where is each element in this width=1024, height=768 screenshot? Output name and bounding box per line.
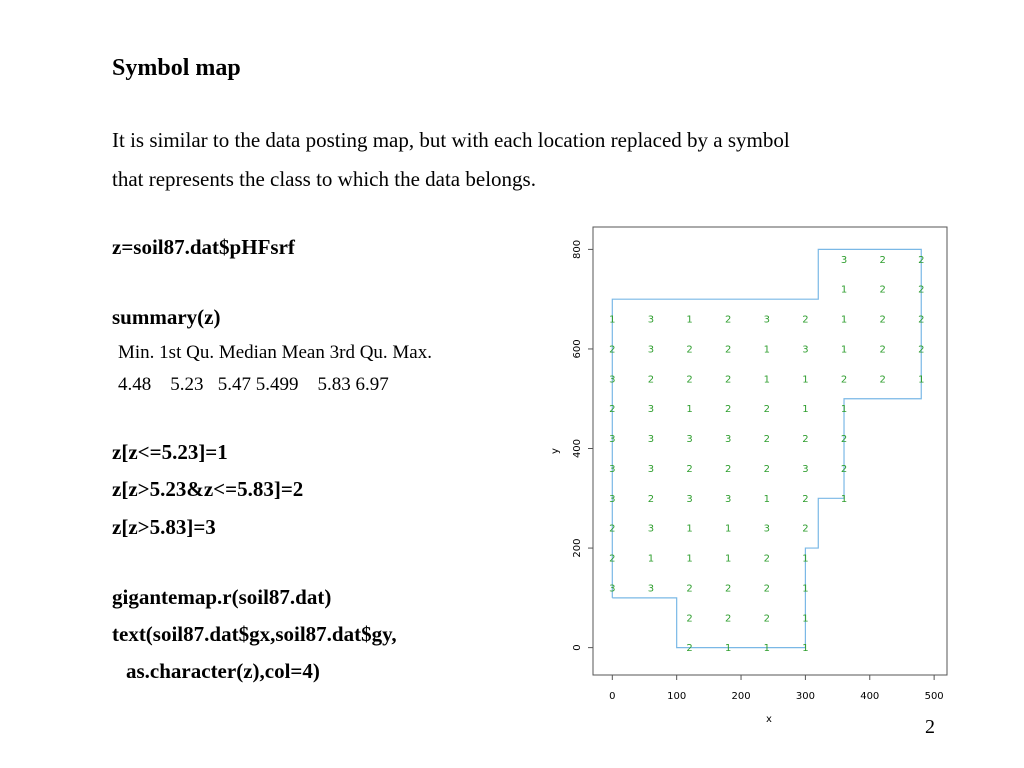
code-text-call: text(soil87.dat$gx,soil87.dat$gy, (112, 622, 397, 646)
class-symbol-3: 3 (724, 434, 732, 446)
class-symbol-2: 2 (724, 374, 732, 386)
class-symbol-2: 2 (840, 374, 848, 386)
class-symbol-3: 3 (609, 374, 616, 386)
class-symbol-1: 1 (802, 404, 809, 416)
code-rule-1: z[z<=5.23]=1 (112, 440, 228, 464)
class-symbol-2: 2 (918, 284, 925, 296)
description-line-1: It is similar to the data posting map, but with each location replaced by a symbol (112, 128, 790, 152)
class-symbol-2: 2 (724, 314, 732, 326)
class-symbol-1: 1 (609, 314, 616, 326)
x-tick-label: 500 (924, 691, 944, 702)
class-symbol-2: 2 (724, 583, 732, 595)
y-tick-label: 600 (572, 339, 583, 359)
class-symbol-3: 3 (609, 583, 616, 595)
code-assign: z=soil87.dat$pHFsrf (112, 235, 295, 259)
class-symbol-2: 2 (879, 284, 886, 296)
class-symbol-2: 2 (724, 404, 732, 416)
class-symbol-1: 1 (686, 314, 693, 326)
class-symbol-1: 1 (686, 404, 693, 416)
class-symbol-3: 3 (647, 404, 655, 416)
summary-header: Min. 1st Qu. Median Mean 3rd Qu. Max. (118, 342, 432, 363)
class-symbol-3: 3 (763, 523, 770, 535)
class-symbol-1: 1 (840, 314, 848, 326)
symbol-map-plot (540, 220, 960, 730)
class-symbol-2: 2 (879, 314, 886, 326)
class-symbol-2: 2 (686, 583, 693, 595)
class-symbol-2: 2 (724, 463, 732, 475)
class-symbol-2: 2 (918, 314, 925, 326)
class-symbol-1: 1 (918, 374, 925, 386)
class-symbol-2: 2 (763, 553, 770, 565)
class-symbol-2: 2 (802, 434, 809, 446)
class-symbol-3: 3 (609, 434, 616, 446)
class-symbol-2: 2 (686, 643, 693, 655)
class-symbol-3: 3 (647, 344, 655, 356)
code-rule-2: z[z>5.23&z<=5.83]=2 (112, 477, 304, 501)
x-axis-label: x (766, 714, 772, 725)
class-symbol-3: 3 (609, 463, 616, 475)
class-symbol-2: 2 (840, 434, 848, 446)
class-symbol-2: 2 (609, 523, 616, 535)
class-symbol-3: 3 (647, 583, 655, 595)
class-symbol-2: 2 (802, 314, 809, 326)
class-symbol-2: 2 (724, 344, 732, 356)
class-symbol-3: 3 (763, 314, 770, 326)
class-symbol-1: 1 (724, 523, 732, 535)
class-symbol-2: 2 (686, 463, 693, 475)
y-tick-label: 400 (572, 438, 583, 459)
class-symbol-2: 2 (802, 523, 809, 535)
page-number: 2 (925, 716, 935, 738)
class-symbol-1: 1 (686, 553, 693, 565)
code-rule-3: z[z>5.83]=3 (112, 515, 216, 539)
class-symbol-1: 1 (840, 344, 848, 356)
class-symbol-3: 3 (802, 344, 809, 356)
class-symbol-2: 2 (724, 613, 732, 625)
class-symbol-1: 1 (686, 523, 693, 535)
class-symbol-3: 3 (647, 434, 655, 446)
class-symbol-1: 1 (763, 344, 770, 356)
y-tick-label: 200 (572, 538, 583, 558)
class-symbol-1: 1 (802, 643, 809, 655)
class-symbol-2: 2 (686, 613, 693, 625)
class-symbol-2: 2 (763, 463, 770, 475)
class-symbol-2: 2 (763, 583, 770, 595)
class-symbol-3: 3 (647, 314, 655, 326)
class-symbol-2: 2 (879, 374, 886, 386)
class-symbol-3: 3 (686, 493, 693, 505)
class-symbol-1: 1 (724, 643, 732, 655)
class-symbol-2: 2 (647, 493, 655, 505)
class-symbol-3: 3 (647, 523, 655, 535)
class-symbol-1: 1 (802, 613, 809, 625)
class-symbol-1: 1 (763, 643, 770, 655)
class-symbol-2: 2 (802, 493, 809, 505)
code-map-call: gigantemap.r(soil87.dat) (112, 585, 332, 609)
class-symbol-3: 3 (609, 493, 616, 505)
x-tick-label: 300 (795, 691, 815, 702)
y-tick-label: 0 (572, 644, 583, 651)
class-symbol-2: 2 (609, 553, 616, 565)
class-symbol-1: 1 (840, 493, 848, 505)
code-summary: summary(z) (112, 305, 221, 329)
class-symbol-2: 2 (879, 254, 886, 266)
class-symbol-1: 1 (724, 553, 732, 565)
class-symbol-3: 3 (647, 463, 655, 475)
class-symbol-1: 1 (763, 493, 770, 505)
class-symbol-2: 2 (918, 254, 925, 266)
class-symbol-3: 3 (686, 434, 693, 446)
class-symbol-3: 3 (840, 254, 848, 266)
summary-values: 4.48 5.23 5.47 5.499 5.83 6.97 (118, 374, 389, 395)
x-tick-label: 400 (860, 691, 880, 702)
class-symbol-2: 2 (879, 344, 886, 356)
description-line-2: that represents the class to which the data belongs. (112, 167, 536, 191)
class-symbol-2: 2 (647, 374, 655, 386)
class-symbol-1: 1 (647, 553, 655, 565)
class-symbol-2: 2 (686, 344, 693, 356)
class-symbol-3: 3 (724, 493, 732, 505)
class-symbol-1: 1 (802, 374, 809, 386)
class-symbol-3: 3 (802, 463, 809, 475)
class-symbol-2: 2 (763, 434, 770, 446)
y-axis-label: y (550, 448, 561, 454)
class-symbol-2: 2 (609, 344, 616, 356)
class-symbol-2: 2 (763, 404, 770, 416)
class-symbol-1: 1 (802, 553, 809, 565)
class-symbol-2: 2 (763, 613, 770, 625)
plot-frame (593, 227, 947, 675)
x-tick-label: 0 (609, 691, 616, 702)
slide-title: Symbol map (112, 55, 241, 81)
class-symbol-2: 2 (609, 404, 616, 416)
class-symbol-2: 2 (686, 374, 693, 386)
x-tick-label: 200 (731, 691, 751, 702)
class-symbol-2: 2 (918, 344, 925, 356)
class-symbol-1: 1 (763, 374, 770, 386)
class-symbol-1: 1 (802, 583, 809, 595)
y-tick-label: 800 (572, 239, 583, 259)
class-symbol-1: 1 (840, 404, 848, 416)
x-tick-label: 100 (667, 691, 687, 702)
code-text-call-cont: as.character(z),col=4) (126, 659, 320, 683)
class-symbol-1: 1 (840, 284, 848, 296)
class-symbol-2: 2 (840, 463, 848, 475)
